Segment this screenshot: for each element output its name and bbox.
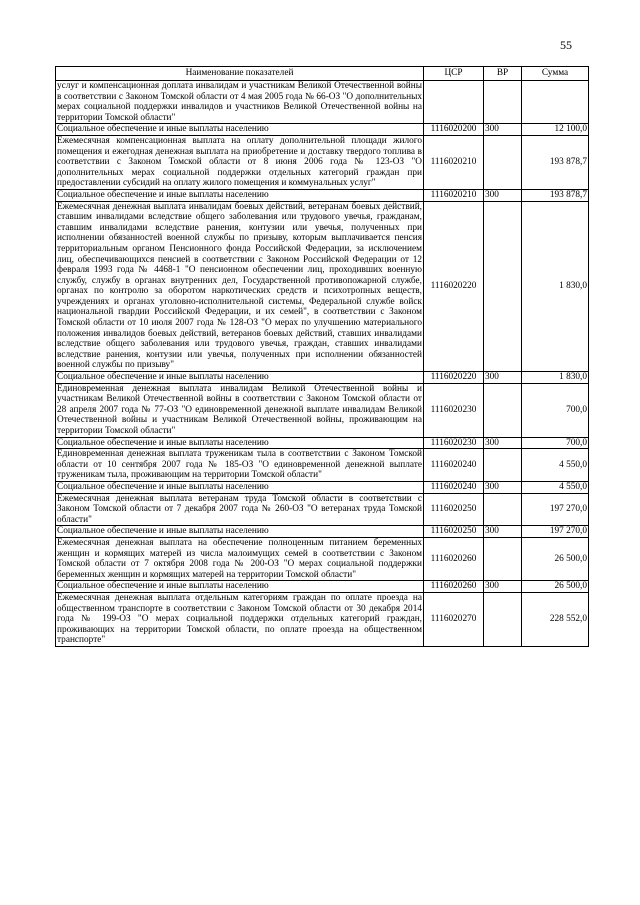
table-row: [56, 81, 589, 124]
cell-name: Социальное обеспечение и иные выплаты населению: [56, 581, 424, 593]
cell-vr: 300: [484, 124, 522, 136]
cell-sum: [522, 81, 589, 124]
cell-sum: 12 100,0: [522, 124, 589, 136]
table-row: [56, 135, 589, 189]
cell-vr: 300: [484, 526, 522, 538]
cell-csr: 1116020240: [424, 449, 484, 482]
table-row: [56, 437, 589, 449]
cell-name: Социальное обеспечение и иные выплаты населению: [56, 124, 424, 136]
cell-vr: [484, 449, 522, 482]
cell-csr: 1116020200: [424, 124, 484, 136]
table-header-row: [56, 67, 589, 81]
header-vr: ВР: [484, 67, 522, 81]
table-row: [56, 201, 589, 372]
cell-sum: 4 550,0: [522, 449, 589, 482]
cell-csr: 1116020260: [424, 581, 484, 593]
table-row: [56, 537, 589, 580]
cell-csr: [424, 81, 484, 124]
table-row: [56, 449, 589, 482]
cell-vr: [484, 135, 522, 189]
cell-csr: 1116020250: [424, 526, 484, 538]
cell-name: Единовременная денежная выплата труженикам тыла в соответствии с Законом Томской области от 10 сентября 2007 года № 185-ОЗ "О единовременной денежной выплате труженикам тыла, проживающим на территории Томской области": [57, 449, 422, 481]
header-sum: Сумма: [522, 67, 589, 81]
table-row: [56, 526, 589, 538]
cell-csr: 1116020210: [424, 189, 484, 201]
cell-sum: 26 500,0: [522, 537, 589, 580]
cell-sum: 4 550,0: [522, 481, 589, 493]
cell-vr: [484, 383, 522, 437]
cell-sum: 197 270,0: [522, 493, 589, 526]
cell-vr: [484, 592, 522, 646]
table-row: [56, 124, 589, 136]
cell-csr: 1116020260: [424, 537, 484, 580]
cell-name: Социальное обеспечение и иные выплаты населению: [56, 189, 424, 201]
cell-vr: 300: [484, 481, 522, 493]
cell-name: Ежемесячная денежная выплата ветеранам труда Томской области в соответствии с Законом Томской области от 7 декабря 2007 года № 260-ОЗ "О ветеранах труда Томской области": [57, 493, 422, 525]
cell-name: Ежемесячная денежная выплата на обеспечение полноценным питанием беременных женщин и кормящих матерей из числа малоимущих семей в соответствии с Законом Томской области от 7 октября 2008 года № 200-ОЗ "О мерах социальной поддержки беременных женщин и кормящих матерей на территории Томской области": [57, 537, 422, 580]
cell-sum: 193 878,7: [522, 189, 589, 201]
table-row: [56, 592, 589, 646]
cell-sum: 228 552,0: [522, 592, 589, 646]
cell-csr: 1116020270: [424, 592, 484, 646]
cell-csr: 1116020250: [424, 493, 484, 526]
cell-name: Единовременная денежная выплата инвалидам Великой Отечественной войны и участникам Великой Отечественной войны в соответствии с Законом Томской области от 28 апреля 2007 года № 77-ОЗ "О единовременной денежной выплате инвалидам Великой Отечественной войны и участникам Великой Отечественной войны, проживающим на территории Томской области": [57, 383, 422, 436]
cell-csr: 1116020210: [424, 135, 484, 189]
cell-name: Социальное обеспечение и иные выплаты населению: [56, 526, 424, 538]
cell-csr: 1116020220: [424, 201, 484, 372]
cell-sum: 1 830,0: [522, 201, 589, 372]
cell-name: Ежемесячная денежная выплата инвалидам боевых действий, ветеранам боевых действий, ставшим инвалидами вследствие общего заболевания или трудового увечья, гражданам, ставшим инвалидами вследствие ранения, контузии или увечья, полученных при исполнении обязанностей военной службы по призыву, которым выплачивается пенсия территориальным органом Пенсионного фонда Российской Федерации, за исключением лиц, обеспечивающихся пенсией в соответствии с Законом Российской Федерации от 12 февраля 1993 года № 4468-1 "О пенсионном обеспечении лиц, проходивших военную службу, службу в органах внутренних дел, Государственной противопожарной службе, органах по контролю за оборотом наркотических средств и психотропных веществ, учреждениях и органах уголовно-исполнительной системы, Федеральной службе войск национальной гвардии Российской Федерации, и их семей", в соответствии с Законом Томской области от 10 июля 2007 года № 128-ОЗ "О мерах по улучшению материального положения инвалидов боевых действий, ветеранов боевых действий, ставших инвалидами вследствие общего заболевания или трудового увечья, граждан, ставших инвалидами вследствие ранения, контузии или увечья, полученных при исполнении обязанностей военной службы по призыву": [57, 201, 422, 371]
budget-table: [55, 66, 589, 647]
cell-sum: 193 878,7: [522, 135, 589, 189]
cell-name: Ежемесячная денежная выплата отдельным категориям граждан по оплате проезда на общественном транспорте в соответствии с Законом Томской области от 30 декабря 2014 года № 199-ОЗ "О мерах социальной поддержки отдельных категорий граждан, проживающих на территории Томской области, по оплате проезда на общественном транспорте": [57, 592, 422, 646]
table-row: [56, 372, 589, 384]
cell-name: Социальное обеспечение и иные выплаты населению: [56, 437, 424, 449]
cell-vr: [484, 201, 522, 372]
cell-sum: 26 500,0: [522, 581, 589, 593]
cell-vr: 300: [484, 372, 522, 384]
cell-name: Социальное обеспечение и иные выплаты населению: [56, 372, 424, 384]
cell-name: Ежемесячная компенсационная выплата на оплату дополнительной площади жилого помещения и ежегодная денежная выплата на приобретение и доставку твердого топлива в соответствии с Законом Томской области от 8 июня 2006 года № 123-ОЗ "О дополнительных мерах социальной поддержки отдельных категорий граждан при предоставлении субсидий на оплату жилого помещения и коммунальных услуг": [57, 135, 422, 189]
cell-sum: 1 830,0: [522, 372, 589, 384]
cell-csr: 1116020240: [424, 481, 484, 493]
cell-vr: [484, 537, 522, 580]
cell-sum: 700,0: [522, 383, 589, 437]
cell-sum: 700,0: [522, 437, 589, 449]
header-name: Наименование показателей: [56, 67, 424, 81]
cell-vr: [484, 493, 522, 526]
page-number: 55: [560, 38, 572, 52]
cell-csr: 1116020230: [424, 437, 484, 449]
cell-name: Социальное обеспечение и иные выплаты населению: [56, 481, 424, 493]
table-row: [56, 493, 589, 526]
cell-csr: 1116020220: [424, 372, 484, 384]
cell-csr: 1116020230: [424, 383, 484, 437]
cell-name: услуг и компенсационная доплата инвалидам и участникам Великой Отечественной войны в соответствии с Законом Томской области от 4 мая 2005 года № 66-ОЗ "О дополнительных мерах социальной поддержки инвалидов и участников Великой Отечественной войны на территории Томской области": [57, 81, 422, 123]
cell-vr: [484, 81, 522, 124]
table-row: [56, 383, 589, 437]
cell-vr: 300: [484, 581, 522, 593]
table-row: [56, 581, 589, 593]
header-csr: ЦСР: [424, 67, 484, 81]
cell-vr: 300: [484, 189, 522, 201]
table-row: [56, 189, 589, 201]
cell-vr: 300: [484, 437, 522, 449]
cell-sum: 197 270,0: [522, 526, 589, 538]
table-row: [56, 481, 589, 493]
